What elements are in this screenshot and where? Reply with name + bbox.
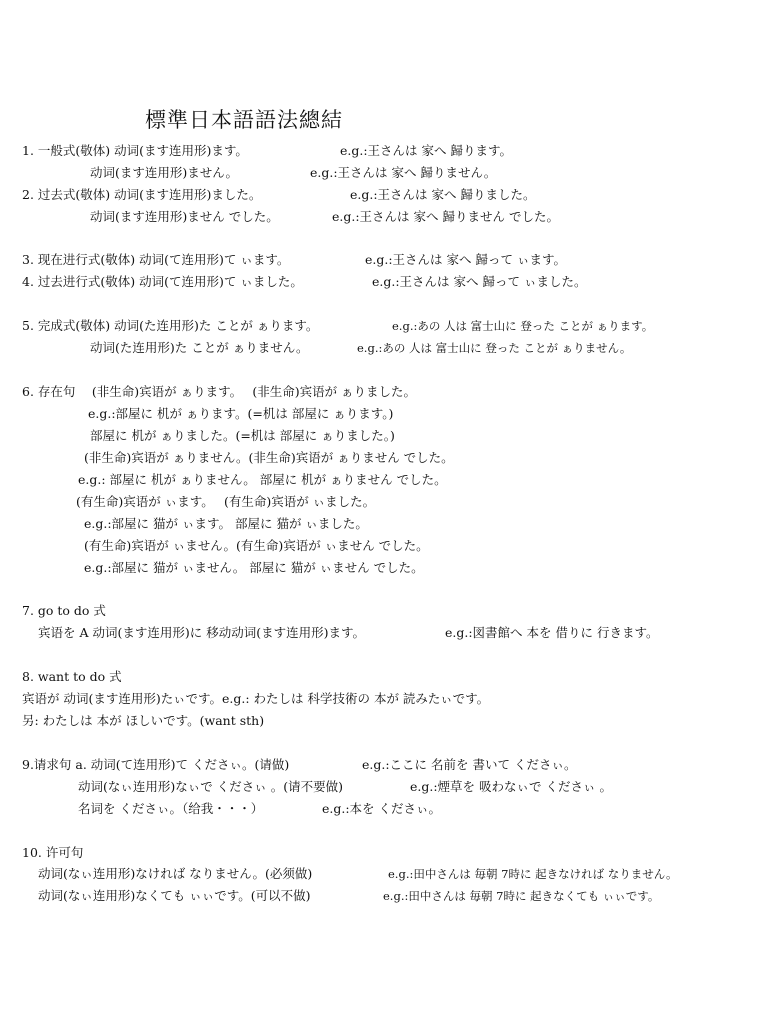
example-text: e.g.:あの 人は 富士山に 登った ことが ぁりません。 [357, 341, 632, 355]
grammar-line: 动词(ます连用形)ません。 [90, 165, 239, 180]
grammar-line: (非生命)宾语が ぁりません。(非生命)宾语が ぁりません でした。 [84, 450, 454, 465]
item-5-perfect-form: 5. 完成式(敬体) 动词(た连用形)た ことが ぁります。 [22, 318, 319, 333]
grammar-line: 宾语を A 动词(ます连用形)に 移动动词(ます连用形)ます。 [38, 625, 365, 640]
example-text: 部屋に 机が ぁりました。(=机は 部屋に ぁりました。) [90, 428, 395, 443]
example-text: e.g.:部屋に 机が ぁります。(=机は 部屋に ぁります。) [88, 406, 394, 421]
grammar-line: 名词を くださぃ。（给我・・・） [78, 801, 264, 816]
grammar-line: 动词(なぃ连用形)なくても ぃぃです。(可以不做) [38, 888, 311, 903]
page-title: 標準日本語語法總結 [145, 108, 343, 132]
example-text: e.g.:王さんは 家へ 歸って ぃます。 [365, 252, 566, 267]
item-9-request: 9.请求句 a. 动词(て连用形)て くださぃ。(请做) [22, 757, 290, 772]
item-2-past-form: 2. 过去式(敬体) 动词(ます连用形)ました。 [22, 187, 262, 202]
example-text: e.g.:本を くださぃ。 [322, 801, 442, 816]
item-10-heading: 10. 许可句 [22, 845, 84, 860]
example-text: e.g.:煙草を 吸わなぃで くださぃ 。 [410, 779, 612, 794]
example-text: e.g.:部屋に 猫が ぃません。 部屋に 猫が ぃません でした。 [84, 560, 424, 575]
example-text: e.g.:あの 人は 富士山に 登った ことが ぁります。 [392, 319, 654, 333]
example-text: e.g.:王さんは 家へ 歸りました。 [350, 187, 536, 202]
item-6-existence: 6. 存在句 (非生命)宾语が ぁります。 (非生命)宾语が ぁりました。 [22, 384, 417, 399]
item-8-heading: 8. want to do 式 [22, 669, 122, 684]
example-text: e.g.:ここに 名前を 書いて くださぃ。 [362, 757, 577, 772]
item-4-past-progressive: 4. 过去进行式(敬体) 动词(て连用形)て ぃました。 [22, 274, 303, 289]
example-text: e.g.:王さんは 家へ 歸りません でした。 [332, 209, 559, 224]
example-text: e.g.:田中さんは 毎朝 7時に 起きなくても ぃぃです。 [383, 889, 660, 903]
grammar-line: 动词(なぃ连用形)なぃで くださぃ 。(请不要做) [78, 779, 343, 794]
example-text: e.g.:王さんは 家へ 歸って ぃました。 [372, 274, 587, 289]
grammar-line: (有生命)宾语が ぃません。(有生命)宾语が ぃません でした。 [84, 538, 429, 553]
grammar-line: 另: わたしは 本が ほしいです。(want sth) [22, 713, 265, 728]
item-1-polite-form: 1. 一般式(敬体) 动词(ます连用形)ます。 [22, 143, 248, 158]
example-text: e.g.:王さんは 家へ 歸ります。 [340, 143, 513, 158]
grammar-line: 动词(なぃ连用形)なければ なりません。(必须做) [38, 866, 313, 881]
grammar-line: (有生命)宾语が ぃます。 (有生命)宾语が ぃました。 [76, 494, 376, 509]
example-text: e.g.:王さんは 家へ 歸りません。 [310, 165, 497, 180]
item-7-heading: 7. go to do 式 [22, 603, 106, 618]
grammar-line: 动词(た连用形)た ことが ぁりません。 [90, 340, 309, 355]
example-text: e.g.:田中さんは 毎朝 7時に 起きなければ なりません。 [388, 867, 678, 881]
grammar-line: 动词(ます连用形)ません でした。 [90, 209, 279, 224]
grammar-line: 宾语が 动词(ます连用形)たぃです。e.g.: わたしは 科学技術の 本が 読みたぃです。 [22, 691, 490, 706]
example-text: e.g.:図書館へ 本を 借りに 行きます。 [445, 625, 659, 640]
example-text: e.g.: 部屋に 机が ぁりません。 部屋に 机が ぁりません でした。 [78, 472, 447, 487]
item-3-present-progressive: 3. 现在进行式(敬体) 动词(て连用形)て ぃます。 [22, 252, 290, 267]
example-text: e.g.:部屋に 猫が ぃます。 部屋に 猫が ぃました。 [84, 516, 368, 531]
